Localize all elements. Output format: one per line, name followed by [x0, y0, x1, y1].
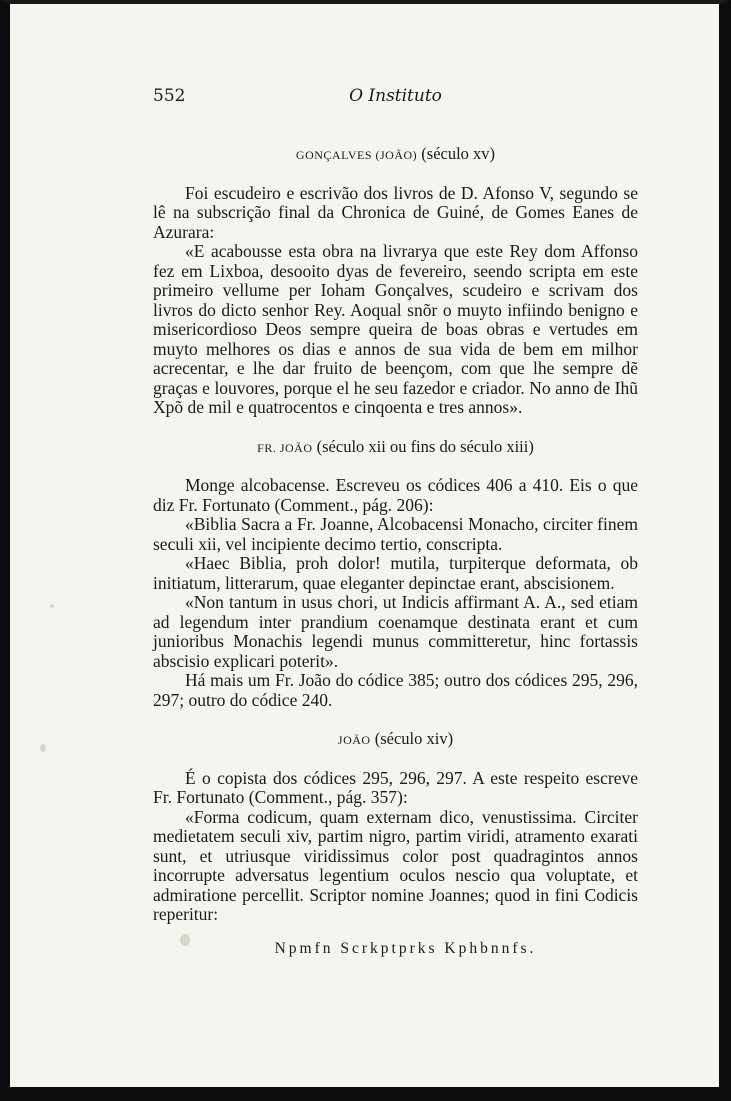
quotation-paragraph: «Haec Biblia, proh dolor! mutila, turpiterque deformata, ob initiatum, litterarum, quae eleganter depinctae erant, abscisionem.: [153, 553, 638, 593]
section-title-name: JOÃO: [337, 733, 371, 747]
spacer: [153, 418, 638, 437]
quotation-paragraph: «Forma codicum, quam externam dico, venustissima. Circiter medietatem seculi xiv, partim nigro, partim viridi, atramento exarati sunt, et utriusque viridissimus color post quadragintos annos incorrupte adversatus legentium oculos nescio qua voluptate, et admiratione percellit. Scriptor nomine Joannes; quod in fini Codicis reperitur:: [153, 806, 638, 924]
paragraph: Há mais um Fr. João do códice 385; outro dos códices 295, 296, 297; outro do códice 240.: [153, 670, 638, 710]
section-title-date: (século xiv): [370, 729, 454, 748]
section-title-date: (século xii ou fins do século xiii): [312, 436, 534, 456]
spacer: [153, 710, 638, 729]
section-title-name: GONÇALVES (JOÃO): [295, 148, 418, 162]
quotation-paragraph: «E acabousse esta obra na livrarya que este Rey dom Affonso fez em Lixboa, desooito dyas de fevereiro, seendo scripta em este primeiro vellume per Ioham Gonçalves, scudeiro e scrivam dos livros do dicto senhor Rey. Aoqual snõr o muyto infiindo benigno e misericordioso Deos sempre queira de boas obras e vertudes em muyto melhores os dias e annos de sua vida de bem em milhor acrecentar, e lhe dar fruito de beençom, com que lhe sempre dẽ graças e louvores, porque el he seu fazedor e criador. No anno de Ihũ Xpõ de mil e quatrocentos e cinqoenta e tres annos».: [153, 241, 638, 417]
paragraph: Monge alcobacense. Escreveu os códices 406 a 410. Eis o que diz Fr. Fortunato (Comment., pág. 206):: [153, 475, 638, 515]
section-title-date: (século xv): [417, 144, 496, 163]
section-title-name: FR. JOÃO: [257, 440, 313, 455]
paragraph: Foi escudeiro e escrivão dos livros de D. Afonso V, segundo se lê na subscrição final da Chronica de Guiné, de Gomes Eanes de Azurara:: [153, 182, 638, 242]
running-title: O Instituto: [349, 86, 442, 106]
section-title: [153, 144, 638, 166]
page-header: [153, 86, 638, 112]
cipher-text: Npmfn Scrkptprks Kphbnnfs.: [274, 939, 537, 957]
page-body: [153, 144, 638, 958]
paragraph: É o copista dos códices 295, 296, 297. A este respeito escreve Fr. Fortunato (Comment., pág. 357):: [153, 767, 638, 807]
section-title: [153, 729, 638, 751]
paper-speck: [50, 604, 54, 608]
quotation-paragraph: «Non tantum in usus chori, ut Indicis affirmant A. A., sed etiam ad legendum inter prandium coenamque destinata erant et cum junioribus Monachis legendi munus committeretur, hinc fortassis abscisio explicari poterit».: [153, 592, 638, 671]
section-title: [153, 437, 638, 459]
page-number: 552: [153, 86, 186, 106]
quotation-paragraph: «Biblia Sacra a Fr. Joanne, Alcobacensi Monacho, circiter finem seculi xii, vel incipiente decimo tertio, conscripta.: [153, 514, 638, 554]
paper-speck: [40, 744, 46, 752]
